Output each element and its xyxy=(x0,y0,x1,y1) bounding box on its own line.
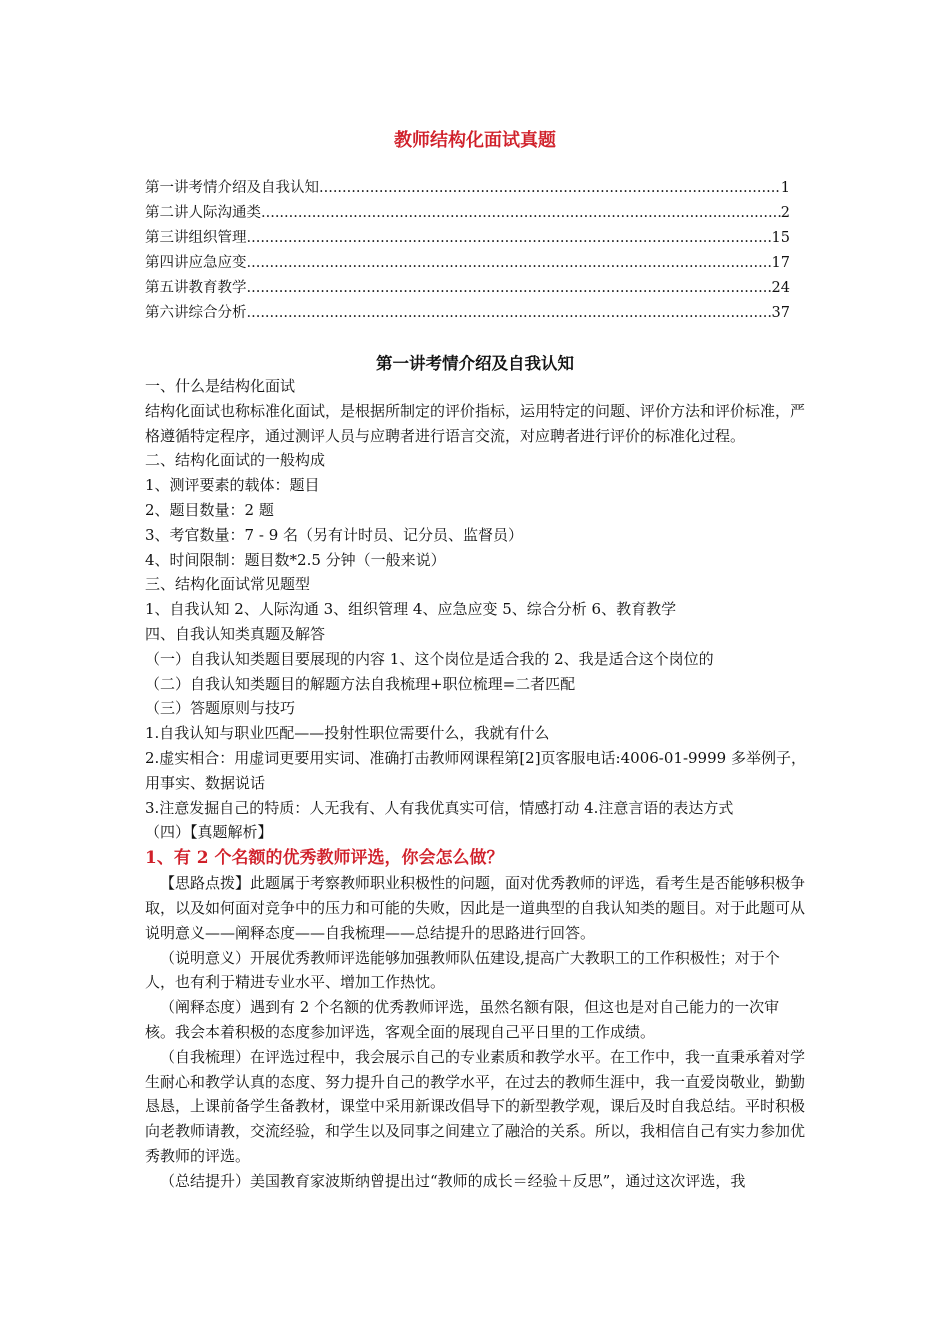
subheading: 二、结构化面试的一般构成 xyxy=(145,451,326,470)
toc-entry-page: 1 xyxy=(780,180,790,196)
list-item: （一）自我认知类题目要展现的内容 1、这个岗位是适合我的 2、我是适合这个岗位的 xyxy=(145,649,714,668)
list-item: 1.自我认知与职业匹配——投射性职位需要什么，我就有什么 xyxy=(145,724,550,743)
paragraph: （阐释态度）遇到有 2 个名额的优秀教师评选，虽然名额有限，但这也是对自己能力的一次审核。我会本着积极的态度参加评选，客观全面的展现自己平日里的工作成绩。 xyxy=(145,998,780,1041)
table-of-contents xyxy=(145,176,790,326)
toc-entry-label: 第一讲考情介绍及自我认知 xyxy=(145,180,319,196)
subheading: 三、结构化面试常见题型 xyxy=(145,575,311,594)
list-item: 2.虚实相合：用虚词更要用实词、准确打击教师网课程第[2]页客服电话:4006-01-9999 多举例子，用事实、数据说话 xyxy=(145,748,806,792)
toc-entry[interactable] xyxy=(145,201,790,226)
document-title: 教师结构化面试真题 xyxy=(394,130,556,151)
toc-entry[interactable] xyxy=(145,251,790,276)
toc-leader xyxy=(319,180,781,196)
list-item: 3.注意发掘自己的特质：人无我有、人有我优真实可信，情感打动 4.注意言语的表达方式 xyxy=(145,798,734,817)
toc-leader xyxy=(261,205,781,221)
paragraph: （说明意义）开展优秀教师评选能够加强教师队伍建设,提高广大教职工的工作积极性；对于个人，也有利于精进专业水平、增加工作热忱。 xyxy=(145,948,780,992)
toc-entry-page: 24 xyxy=(771,280,790,296)
document-body xyxy=(145,374,809,1194)
list-item: 1、测评要素的载体：题目 xyxy=(145,476,320,495)
list-item: 2、题目数量：2 题 xyxy=(145,500,274,519)
toc-entry-page: 15 xyxy=(771,230,790,246)
toc-entry-label: 第二讲人际沟通类 xyxy=(145,205,261,221)
section-heading: 第一讲考情介绍及自我认知 xyxy=(376,354,574,373)
subheading: 一、什么是结构化面试 xyxy=(145,377,296,395)
toc-entry[interactable] xyxy=(145,276,790,301)
toc-entry-page: 17 xyxy=(771,255,790,271)
subheading: 四、自我认知类真题及解答 xyxy=(145,624,326,643)
toc-entry-label: 第三讲组织管理 xyxy=(145,230,247,246)
list-item: （二）自我认知类题目的解题方法自我梳理+职位梳理=二者匹配 xyxy=(145,674,576,693)
toc-entry[interactable] xyxy=(145,226,790,251)
paragraph: （总结提升）美国教育家波斯纳曾提出过“教师的成长＝经验＋反思”，通过这次评选，我 xyxy=(160,1171,746,1190)
toc-entry-page: 2 xyxy=(780,205,790,221)
list-item: （四）【真题解析】 xyxy=(145,823,273,842)
toc-leader xyxy=(247,230,772,246)
toc-leader xyxy=(247,255,772,271)
toc-leader xyxy=(247,305,772,321)
paragraph: （自我梳理）在评选过程中，我会展示自己的专业素质和教学水平。在工作中，我一直秉承着对学生耐心和教学认真的态度、努力提升自己的教学水平，在过去的教师生涯中，我一直爱岗敬业，勤勤恳恳，上课前备学生备教材，课堂中采用新课改倡导下的新型教学观，课后及时自我总结。平时积极向老教师请教，交流经验，和学生以及同事之间建立了融洽的关系。所以，我相信自己有实力参加优秀教师的评选。 xyxy=(145,1047,806,1165)
toc-entry-page: 37 xyxy=(771,305,790,321)
toc-entry-label: 第六讲综合分析 xyxy=(145,305,247,321)
list-item: 1、自我认知 2、人际沟通 3、组织管理 4、应急应变 5、综合分析 6、教育教学 xyxy=(145,600,677,619)
toc-entry[interactable] xyxy=(145,176,790,201)
toc-entry-label: 第四讲应急应变 xyxy=(145,255,247,271)
paragraph: 【思路点拨】此题属于考察教师职业积极性的问题，面对优秀教师的评选，看考生是否能够积极争取，以及如何面对竞争中的压力和可能的失败，因此是一道典型的自我认知类的题目。对于此题可从说明意义——阐释态度——自我梳理——总结提升的思路进行回答。 xyxy=(145,874,806,942)
list-item: 4、时间限制：题目数*2.5 分钟（一般来说） xyxy=(145,550,446,569)
list-item: 3、考官数量：7 - 9 名（另有计时员、记分员、监督员） xyxy=(145,525,524,544)
question-heading: 1、有 2 个名额的优秀教师评选，你会怎么做？ xyxy=(145,848,504,869)
toc-entry-label: 第五讲教育教学 xyxy=(145,280,247,296)
toc-entry[interactable] xyxy=(145,301,790,326)
toc-leader xyxy=(247,280,772,296)
list-item: （三）答题原则与技巧 xyxy=(145,699,296,718)
paragraph: 结构化面试也称标准化面试，是根据所制定的评价指标，运用特定的问题、评价方法和评价标准，严格遵循特定程序，通过测评人员与应聘者进行语言交流，对应聘者进行评价的标准化过程。 xyxy=(145,401,806,445)
